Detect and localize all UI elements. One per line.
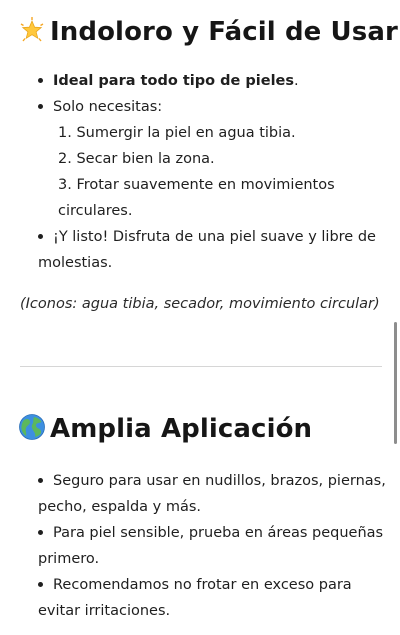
bullet-dot: [38, 582, 43, 587]
list-item: Solo necesitas:: [53, 99, 163, 115]
section-heading-indoloro: [18, 16, 398, 48]
list-item: Recomendamos no frotar en exceso para: [53, 577, 352, 593]
star-icon: [18, 16, 46, 44]
list-item-continued: pecho, espalda y más.: [38, 499, 202, 515]
step-item: 2. Secar bien la zona.: [58, 151, 215, 167]
step-item: 1. Sumergir la piel en agua tibia.: [58, 125, 296, 141]
list-item-continued: primero.: [38, 551, 100, 567]
scrollbar-thumb[interactable]: [394, 322, 397, 444]
list-item-bold: Ideal para todo tipo de pieles: [53, 73, 295, 89]
bullet-dot: [38, 478, 43, 483]
list-item: [53, 71, 299, 91]
icons-note: (Iconos: agua tibia, secador, movimiento circular): [20, 296, 380, 312]
section-divider: [20, 366, 382, 367]
bullet-dot: [38, 104, 43, 109]
list-item-continued: evitar irritaciones.: [38, 603, 171, 619]
section-title: Amplia Aplicación: [50, 414, 313, 444]
list-item-tail: .: [294, 73, 299, 89]
step-item: 3. Frotar suavemente en movimientos: [58, 177, 335, 193]
step-item-continued: circulares.: [58, 203, 133, 219]
bullet-dot: [38, 530, 43, 535]
bullet-dot: [38, 78, 43, 83]
globe-icon: [18, 413, 46, 441]
list-item: Para piel sensible, prueba en áreas pequeñas: [53, 525, 384, 541]
section-title: Indoloro y Fácil de Usar: [50, 17, 398, 47]
list-item: Seguro para usar en nudillos, brazos, piernas,: [53, 473, 386, 489]
section-heading-aplicacion: [18, 413, 312, 445]
list-item-continued: molestias.: [38, 255, 113, 271]
bullet-dot: [38, 234, 43, 239]
list-item: ¡Y listo! Disfruta de una piel suave y libre de: [53, 229, 376, 245]
